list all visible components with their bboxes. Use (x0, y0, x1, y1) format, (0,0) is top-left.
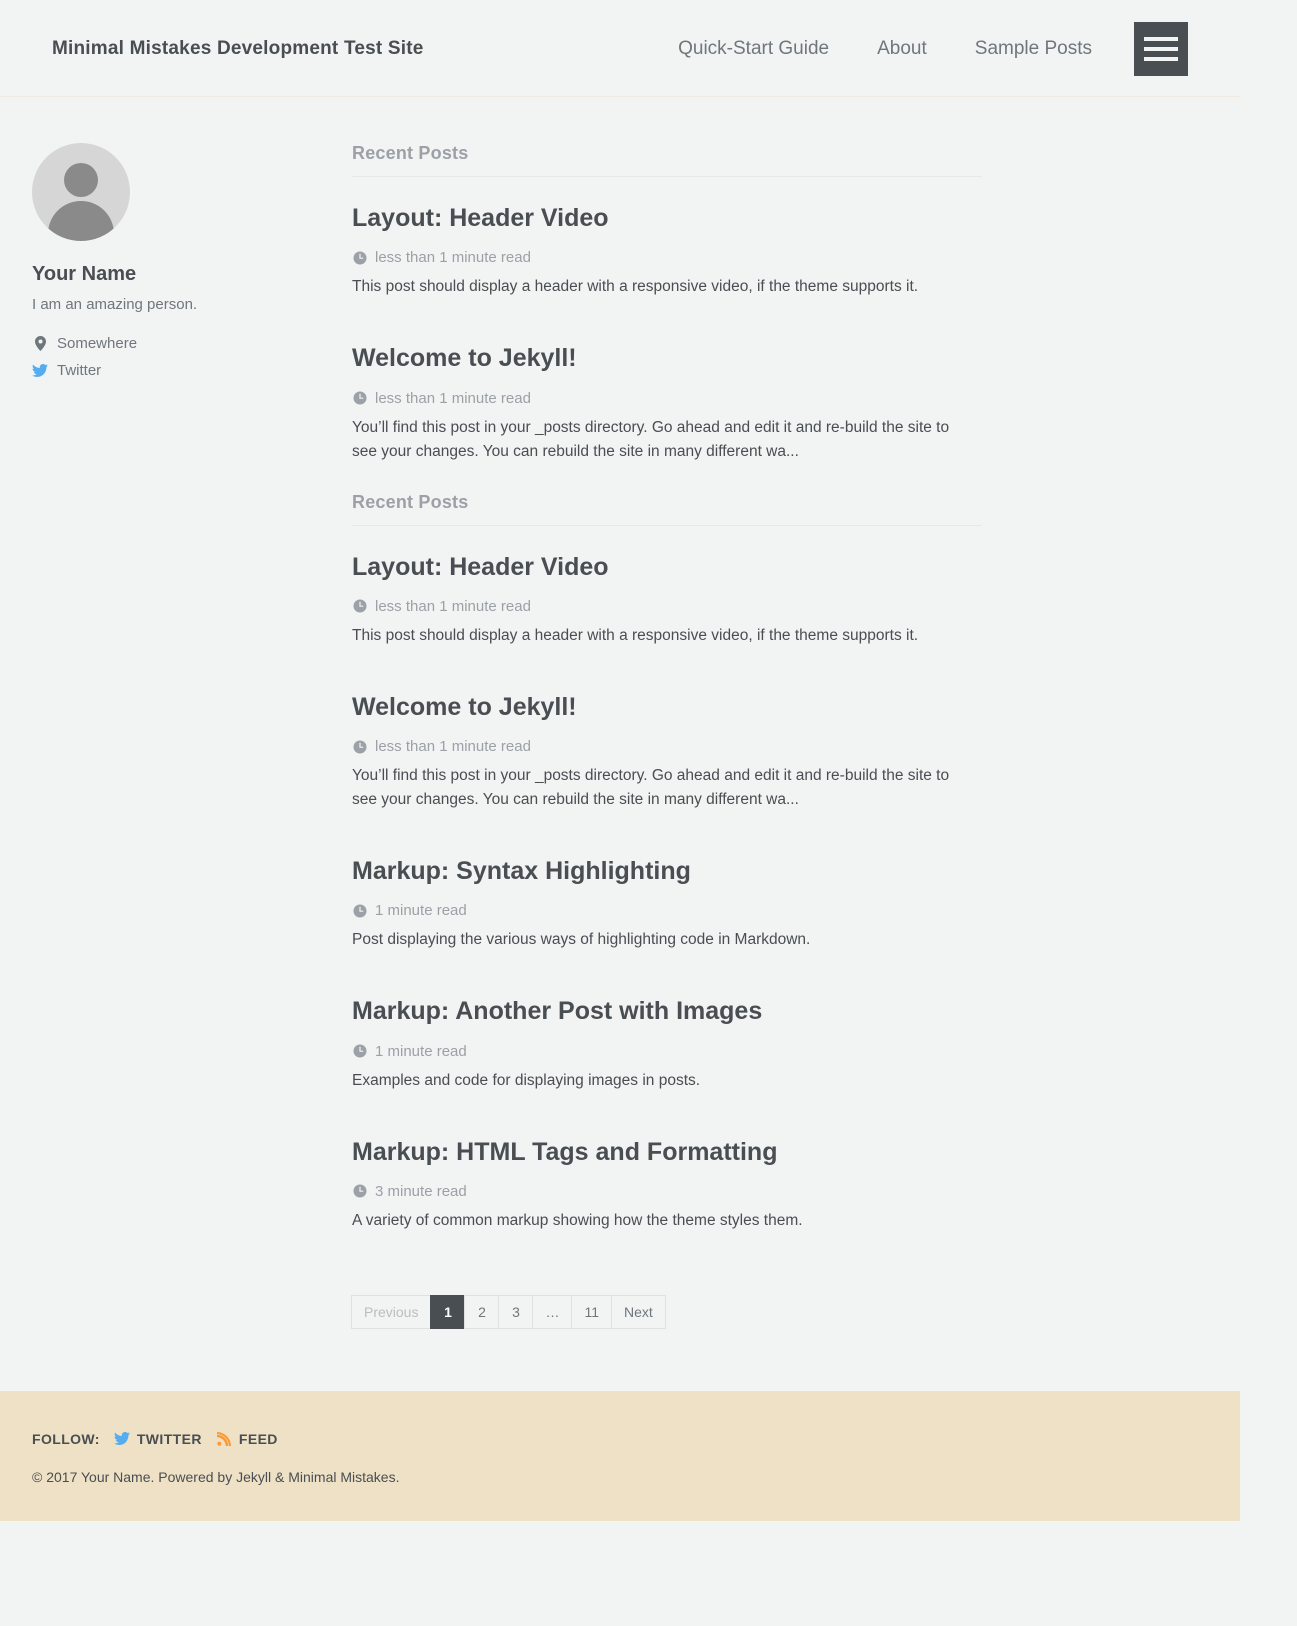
post-title[interactable]: Markup: Syntax Highlighting (352, 857, 691, 886)
post-meta (352, 1043, 982, 1060)
author-sidebar (32, 143, 322, 1329)
masthead (0, 0, 1240, 97)
footer-follow-row (32, 1431, 1208, 1447)
clock-icon (352, 391, 368, 405)
pagination-next[interactable]: Next (611, 1295, 666, 1329)
avatar-body-shape (48, 201, 114, 241)
archive-heading-recent-posts: Recent Posts (352, 143, 982, 177)
page-footer (0, 1391, 1240, 1521)
avatar (32, 143, 130, 241)
author-link-label[interactable]: Twitter (57, 362, 102, 379)
footer-link-twitter[interactable] (114, 1431, 202, 1447)
nav-links (654, 38, 1118, 60)
clock-icon (352, 740, 368, 754)
archive-heading-recent-posts-duplicate: Recent Posts (352, 492, 982, 526)
author-link-label: Somewhere (57, 335, 138, 352)
post-meta (352, 738, 982, 755)
post-excerpt: You’ll find this post in your _posts directory. Go ahead and edit it and re-build the site to see your changes. You can rebuild the site in many different wa... (352, 767, 950, 809)
post-read-time: less than 1 minute read (375, 738, 531, 756)
clock-icon (352, 1044, 368, 1058)
hamburger-bar (1144, 57, 1178, 61)
post-read-time: less than 1 minute read (375, 389, 531, 407)
post-meta (352, 1183, 982, 1200)
author-link-location (32, 335, 322, 352)
location-pin-icon (32, 336, 48, 351)
clock-icon (352, 251, 368, 265)
primary-nav (654, 22, 1188, 76)
list-item[interactable] (352, 996, 982, 1092)
avatar-head-shape (64, 163, 98, 197)
post-excerpt: This post should display a header with a responsive video, if the theme supports it. (352, 626, 919, 644)
post-title[interactable]: Welcome to Jekyll! (352, 344, 577, 373)
nav-item-about[interactable]: About (877, 37, 927, 59)
post-meta (352, 598, 982, 615)
post-read-time: less than 1 minute read (375, 249, 531, 267)
footer-link-feed[interactable] (216, 1431, 278, 1447)
nav-item-quick-start-guide[interactable]: Quick-Start Guide (678, 37, 830, 59)
post-meta (352, 902, 982, 919)
twitter-icon (32, 364, 48, 378)
post-title[interactable]: Markup: Another Post with Images (352, 997, 763, 1026)
author-link-twitter[interactable] (32, 362, 322, 379)
list-item[interactable] (352, 1137, 982, 1233)
list-item[interactable] (352, 552, 982, 648)
clock-icon (352, 1184, 368, 1198)
main-content (0, 97, 1240, 1329)
hamburger-bar (1144, 47, 1178, 51)
list-item[interactable] (352, 203, 982, 299)
post-excerpt: This post should display a header with a responsive video, if the theme supports it. (352, 278, 919, 296)
list-item[interactable] (352, 692, 982, 812)
footer-copyright: © 2017 Your Name. Powered by Jekyll & Minimal Mistakes. (32, 1468, 400, 1485)
post-title[interactable]: Layout: Header Video (352, 552, 609, 581)
footer-link-label: TWITTER (136, 1430, 202, 1447)
pagination-page-3[interactable]: 3 (498, 1295, 533, 1329)
pagination-page-11[interactable]: 11 (571, 1295, 612, 1329)
post-archive (322, 143, 982, 1329)
post-meta (352, 390, 982, 407)
post-read-time: 3 minute read (375, 1182, 467, 1200)
hamburger-menu-icon[interactable] (1134, 22, 1188, 76)
site-title[interactable]: Minimal Mistakes Development Test Site (52, 37, 424, 59)
post-excerpt: Examples and code for displaying images in posts. (352, 1071, 701, 1089)
post-title[interactable]: Layout: Header Video (352, 204, 609, 232)
pagination-page-1[interactable]: 1 (430, 1295, 465, 1329)
footer-follow-label: FOLLOW: (32, 1430, 100, 1447)
rss-feed-icon (216, 1432, 232, 1446)
clock-icon (352, 904, 368, 918)
post-excerpt: You’ll find this post in your _posts directory. Go ahead and edit it and re-build the site to see your changes. You can rebuild the site in many different wa... (352, 418, 950, 460)
post-read-time: less than 1 minute read (375, 597, 531, 615)
hamburger-bar (1144, 37, 1178, 41)
author-name: Your Name (32, 263, 137, 285)
author-bio: I am an amazing person. (32, 296, 198, 313)
pagination-ellipsis: … (532, 1295, 572, 1329)
post-excerpt: Post displaying the various ways of highlighting code in Markdown. (352, 931, 811, 949)
pagination-previous: Previous (351, 1295, 431, 1329)
pagination (352, 1295, 982, 1329)
post-meta (352, 249, 982, 266)
pagination-page-2[interactable]: 2 (464, 1295, 499, 1329)
post-read-time: 1 minute read (375, 1042, 467, 1060)
post-title[interactable]: Welcome to Jekyll! (352, 692, 577, 721)
list-item[interactable] (352, 343, 982, 463)
nav-item-sample-posts[interactable]: Sample Posts (974, 37, 1092, 59)
post-excerpt: A variety of common markup showing how the theme styles them. (352, 1211, 803, 1229)
twitter-icon (114, 1432, 130, 1446)
post-read-time: 1 minute read (375, 902, 467, 920)
post-title[interactable]: Markup: HTML Tags and Formatting (352, 1137, 778, 1166)
footer-link-label: FEED (238, 1430, 278, 1447)
clock-icon (352, 599, 368, 613)
author-links (32, 335, 322, 379)
list-item[interactable] (352, 856, 982, 952)
